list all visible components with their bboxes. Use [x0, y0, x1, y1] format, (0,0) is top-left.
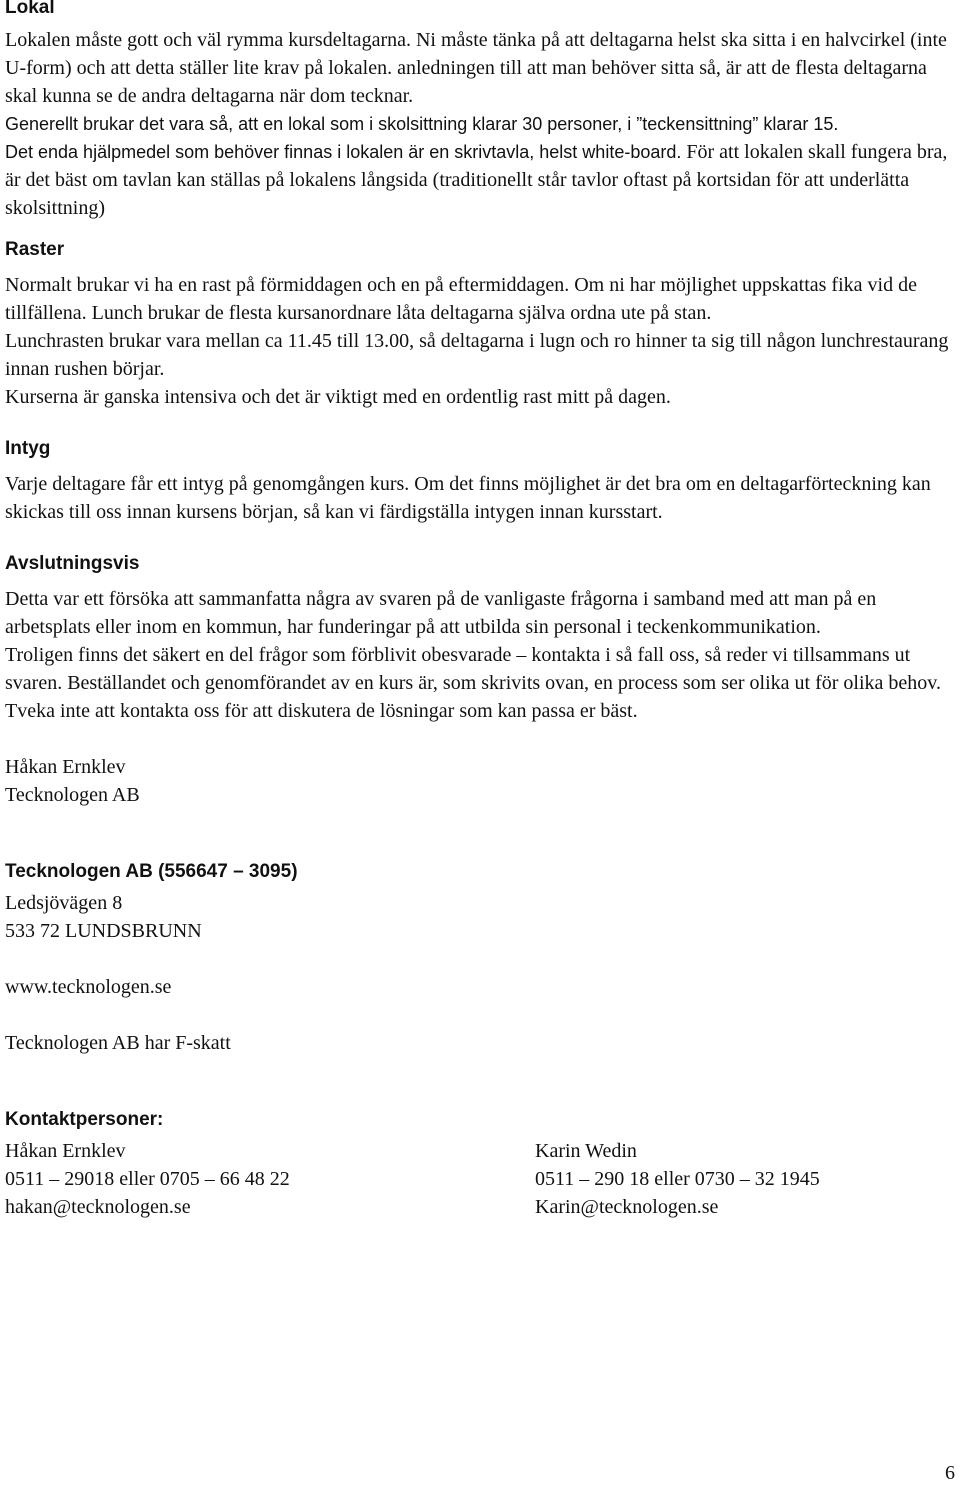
section-heading-lokal: Lokal: [5, 0, 55, 18]
signature: [5, 753, 955, 809]
company-postal: 533 72 LUNDSBRUNN: [5, 920, 202, 942]
lokal-paragraph-2: Generellt brukar det vara så, att en lokal som i skolsittning klarar 30 personer, i ”teckensittning” klarar 15.: [5, 114, 839, 134]
contact-name: Karin Wedin: [535, 1140, 637, 1162]
section-heading-raster: Raster: [5, 239, 65, 260]
page-number: 6: [945, 1462, 955, 1484]
contacts-heading: Kontaktpersoner:: [5, 1109, 164, 1130]
contact-phone: 0511 – 29018 eller 0705 – 66 48 22: [5, 1168, 290, 1190]
contact-card: [535, 1137, 955, 1221]
company-address: [5, 889, 955, 945]
section-heading-intyg: Intyg: [5, 438, 51, 459]
contact-phone: 0511 – 290 18 eller 0730 – 32 1945: [535, 1168, 820, 1190]
company-street: Ledsjövägen 8: [5, 892, 123, 914]
contact-name: Håkan Ernklev: [5, 1140, 126, 1162]
contact-email-link[interactable]: hakan@tecknologen.se: [5, 1196, 191, 1218]
contact-email-link[interactable]: Karin@tecknologen.se: [535, 1196, 719, 1218]
avslutning-paragraph-2: Troligen finns det säkert en del frågor som förblivit obesvarade – kontakta i så fall oss, så reder vi tillsammans ut svaren. Beställandet och genomförandet av en kurs är, som skrivits ovan, en process som ser olika ut för olika behov. Tveka inte att kontakta oss för att diskutera de lösningar som kan passa er bäst.: [5, 644, 941, 722]
company-tax-status: Tecknologen AB har F-skatt: [5, 1032, 231, 1054]
lokal-paragraph-3-part-1: Det enda hjälpmedel som behöver finnas i lokalen är en skrivtavla, helst white-board.: [5, 142, 682, 162]
avslutning-paragraph-1: Detta var ett försöka att sammanfatta några av svaren på de vanligaste frågorna i samband med att man på en arbetsplats eller inom en kommun, har funderingar på att utbilda sin personal i teckenkommunikation.: [5, 588, 877, 638]
raster-paragraph-3: Kurserna är ganska intensiva och det är viktigt med en ordentlig rast mitt på dagen.: [5, 386, 671, 408]
raster-paragraph-2: Lunchrasten brukar vara mellan ca 11.45 till 13.00, så deltagarna i lugn och ro hinner ta sig till någon lunchrestaurang innan rushen börjar.: [5, 330, 949, 380]
raster-paragraph-1: Normalt brukar vi ha en rast på förmiddagen och en på eftermiddagen. Om ni har möjlighet uppskattas fika vid de tillfällena. Lunch brukar de flesta kursanordnare låta deltagarna själva ordna ute på stan.: [5, 274, 917, 324]
lokal-paragraph-3-part-2: För att lokalen skall fungera bra, är det bäst om tavlan kan ställas på lokalens långsida (traditionellt står tavlor oftast på kortsidan för att underlätta skolsittning): [5, 141, 948, 219]
contacts-table: [5, 1137, 955, 1221]
section-heading-avslutningsvis: Avslutningsvis: [5, 553, 140, 574]
company-heading: Tecknologen AB (556647 – 3095): [5, 861, 298, 882]
intyg-paragraph-1: Varje deltagare får ett intyg på genomgången kurs. Om det finns möjlighet är det bra om en deltagarförteckning kan skickas till oss innan kursens början, så kan vi färdigställa intygen innan kursstart.: [5, 473, 931, 523]
lokal-paragraph-3: [5, 138, 955, 222]
contact-card: [5, 1137, 535, 1221]
company-website-link[interactable]: www.tecknologen.se: [5, 976, 172, 998]
lokal-paragraph-1: Lokalen måste gott och väl rymma kursdeltagarna. Ni måste tänka på att deltagarna helst ska sitta i en halvcirkel (inte U-form) och att detta ställer lite krav på lokalen. anledningen till att man behöver sitta så, är att de flesta deltagarna skal kunna se de andra deltagarna när dom tecknar.: [5, 29, 947, 107]
page-content: [5, 0, 955, 1221]
signature-company: Tecknologen AB: [5, 784, 140, 806]
signature-name: Håkan Ernklev: [5, 756, 126, 778]
